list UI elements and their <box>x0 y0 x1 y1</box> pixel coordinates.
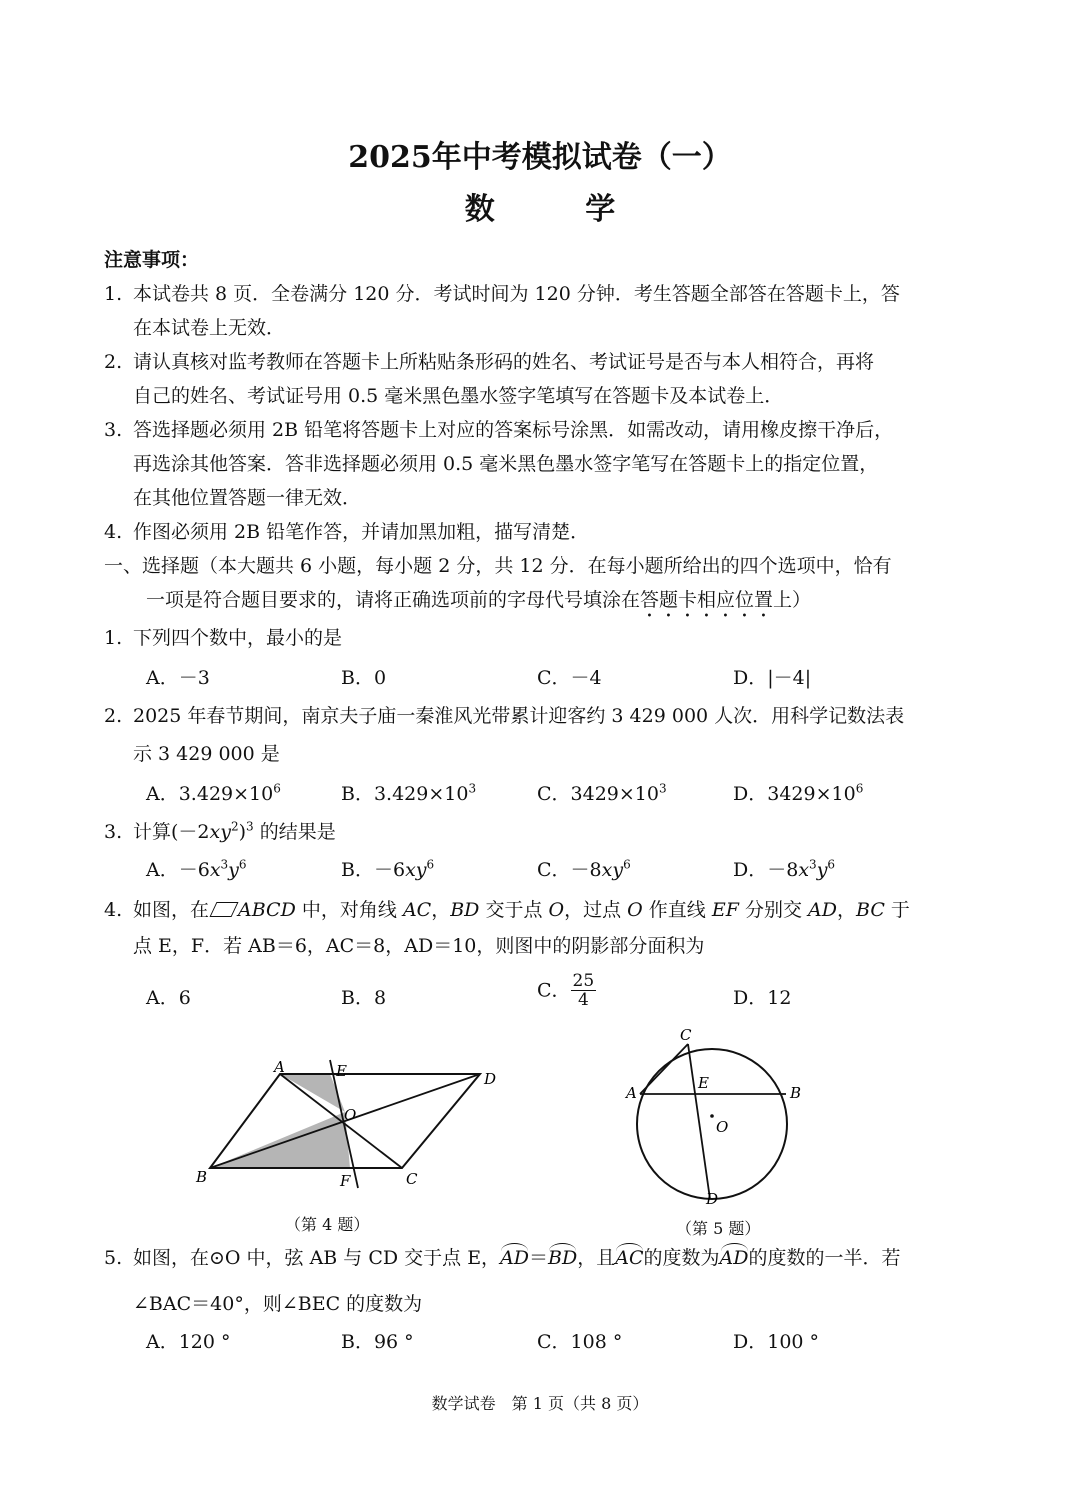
q4-line1-rest2: ，过点 <box>564 899 622 921</box>
q4-line2: 点 E，F．若 AB＝6，AC＝8，AD＝10，则图中的阴影部分面积为 <box>133 935 705 957</box>
section1-emphasis: 答题卡相应位置 <box>640 589 774 611</box>
notice-1-line1: 本试卷共 8 页．全卷满分 120 分．考试时间为 120 分钟．考生答题全部答在答题卡上，答 <box>133 283 900 305</box>
q4-option-d: D．12 <box>733 987 792 1009</box>
notice-2-num: 2. <box>104 351 123 373</box>
q2-option-c-base: C．3429×10 <box>537 783 659 805</box>
notice-1-num: 1. <box>104 283 123 305</box>
notice-4-line1: 作图必须用 2B 铅笔作答，并请加黑加粗，描写清楚． <box>133 521 590 543</box>
q2-line2: 示 3 429 000 是 <box>133 743 280 765</box>
q2-option-b-exp: 3 <box>468 781 477 796</box>
q2-option-a <box>146 782 281 806</box>
q5-option-d: D．100 ° <box>733 1331 820 1353</box>
label-b: B <box>790 1084 802 1102</box>
q5-line1-a: 如图，在⊙O 中，弦 AB 与 CD 交于点 E， <box>133 1247 501 1269</box>
q3-stem-pre: 计算(－2 <box>133 821 210 843</box>
fraction-denominator: 4 <box>577 990 589 1010</box>
notice-2-line1: 请认真核对监考教师在答题卡上所粘贴条形码的姓名、考试证号是否与本人相符合，再将 <box>133 351 875 373</box>
q4-line1-post: 中，对角线 <box>301 899 397 921</box>
label-d: D <box>484 1070 497 1088</box>
q2-option-d-base: D．3429×10 <box>733 783 856 805</box>
section1-line1: 一、选择题（本大题共 6 小题，每小题 2 分，共 12 分．在每小题所给出的四个选项中，恰有 <box>104 555 892 577</box>
q5-line2: ∠BAC＝40°，则∠BEC 的度数为 <box>133 1293 423 1315</box>
q5-line1 <box>133 1246 901 1270</box>
q2-option-c-exp: 3 <box>659 781 667 796</box>
arc-bd: BD <box>548 1247 578 1269</box>
q3-option-c: C．$-8xy^6$ <box>537 857 631 881</box>
page-footer: 数学试卷 第 1 页（共 8 页） <box>431 1394 649 1413</box>
label-e: E <box>698 1074 709 1092</box>
q2-num: 2. <box>104 705 123 727</box>
q2-option-a-exp: 6 <box>273 781 281 796</box>
label-a: A <box>274 1058 285 1076</box>
notice-3-line1: 答选择题必须用 2B 铅笔将答题卡上对应的答案标号涂黑．如需改动，请用橡皮擦干净后， <box>133 419 894 441</box>
label-b: B <box>196 1168 208 1186</box>
q4-line1-rest: 交于点 <box>485 899 543 921</box>
q3-option-a-base: A．－6 <box>146 859 210 881</box>
q5-option-b: B．96 ° <box>341 1331 414 1353</box>
label-c: C <box>406 1170 418 1188</box>
q4-num: 4. <box>104 899 123 921</box>
chord-cd <box>688 1044 710 1199</box>
section1-line2 <box>146 588 811 622</box>
arc-ad-2: AD <box>719 1247 749 1269</box>
circle-o <box>637 1049 787 1199</box>
q4-line1-rest5: 于 <box>890 899 910 921</box>
q2-line1: 2025 年春节期间，南京夫子庙一秦淮风光带累计迎客约 3 429 000 人次．用科学记数法表 <box>133 705 905 727</box>
q4-line1-pre: 如图，在 <box>133 899 210 921</box>
q2-option-d-exp: 6 <box>855 781 864 796</box>
label-o: O <box>344 1106 357 1124</box>
q2-option-b <box>341 782 476 806</box>
q4-line1-rest3: 作直线 <box>648 899 706 921</box>
q1-stem: 下列四个数中，最小的是 <box>133 627 343 649</box>
notice-1-line2: 在本试卷上无效． <box>133 317 286 339</box>
q5-option-c: C．108 ° <box>537 1331 623 1353</box>
segment-ac <box>640 1044 688 1094</box>
q4-option-b: B．8 <box>341 987 387 1009</box>
q2-option-c <box>537 782 667 806</box>
q5-line1-b: ，且 <box>577 1247 616 1269</box>
fraction-numerator: 25 <box>572 971 595 991</box>
notice-4-num: 4. <box>104 521 123 543</box>
q1-option-b: B．0 <box>341 667 387 689</box>
q4-line1-rest4: 分别交 <box>744 899 802 921</box>
figure-5-caption: （第 5 题） <box>676 1219 761 1238</box>
q3-option-a: A．$-6x^3y^6$ <box>146 857 247 881</box>
q1-num: 1. <box>104 627 123 649</box>
q5-num: 5. <box>104 1247 123 1269</box>
q2-option-b-base: B．3.429×10 <box>341 783 469 805</box>
section1-line2c: 上） <box>773 589 812 611</box>
q1-option-d: D．|－4| <box>733 667 812 689</box>
figure-4-caption: （第 4 题） <box>285 1215 370 1234</box>
q3-option-b-base: B．－6 <box>341 859 406 881</box>
label-d: D <box>706 1190 719 1208</box>
notice-3-line2: 再选涂其他答案．答非选择题必须用 0.5 毫米黑色墨水签字笔写在答题卡上的指定位置， <box>133 453 879 475</box>
label-e: E <box>336 1062 347 1080</box>
q2-option-a-base: A．3.429×10 <box>146 783 274 805</box>
parallelogram-symbol <box>210 902 239 917</box>
q4-line1: 如图，在 ABCD 中，对角线 AC，BD 交于点 O，过点 O 作直线 EF 分别交 AD，BC 于 <box>133 899 910 921</box>
notice-3-num: 3. <box>104 419 123 441</box>
label-o: O <box>716 1118 729 1136</box>
q3-option-d-base: D．－8 <box>733 859 799 881</box>
arc-ac: AC <box>615 1247 644 1269</box>
q5-eq: ＝ <box>529 1247 549 1269</box>
q5-line1-c: 的度数为 <box>643 1247 720 1269</box>
subject-title: 数 学 <box>464 192 656 227</box>
label-c: C <box>680 1026 692 1044</box>
q5-line1-d: 的度数的一半．若 <box>748 1247 901 1269</box>
q4-option-c-fraction <box>571 972 597 1009</box>
label-a: A <box>626 1084 637 1102</box>
center-point <box>710 1114 714 1118</box>
q3-stem-exp: 3 <box>246 819 254 834</box>
q2-option-d <box>733 782 863 806</box>
q4-option-c <box>537 972 596 1009</box>
q3-stem-post: 的结果是 <box>259 821 336 843</box>
q4-option-a: A．6 <box>146 987 191 1009</box>
q3-option-c-base: C．－8 <box>537 859 602 881</box>
arc-ad: AD <box>500 1247 530 1269</box>
notice-3-line3: 在其他位置答题一律无效． <box>133 487 362 509</box>
exam-title: 2025年中考模拟试卷（一） <box>348 140 732 175</box>
notice-2-line2: 自己的姓名、考试证号用 0.5 毫米黑色墨水签字笔填写在答题卡及本试卷上． <box>133 385 784 407</box>
figure-5-circle <box>620 1024 810 1212</box>
q1-option-a: A．－3 <box>146 667 210 689</box>
q3-stem: 计算$(-2xy^2)^3$ 的结果是 <box>133 819 336 843</box>
q3-option-b: B．$-6xy^6$ <box>341 857 435 881</box>
q1-option-c: C．－4 <box>537 667 602 689</box>
figure-4-parallelogram <box>190 1058 510 1198</box>
notice-heading: 注意事项： <box>104 249 200 271</box>
q3-option-d: D．$-8x^3y^6$ <box>733 857 836 881</box>
label-f: F <box>340 1172 351 1190</box>
q4-option-c-label: C． <box>537 979 571 1002</box>
q3-num: 3. <box>104 821 123 843</box>
section1-line2a: 一项是符合题目要求的，请将正确选项前的字母代号填涂在 <box>146 589 641 611</box>
q5-option-a: A．120 ° <box>146 1331 231 1353</box>
